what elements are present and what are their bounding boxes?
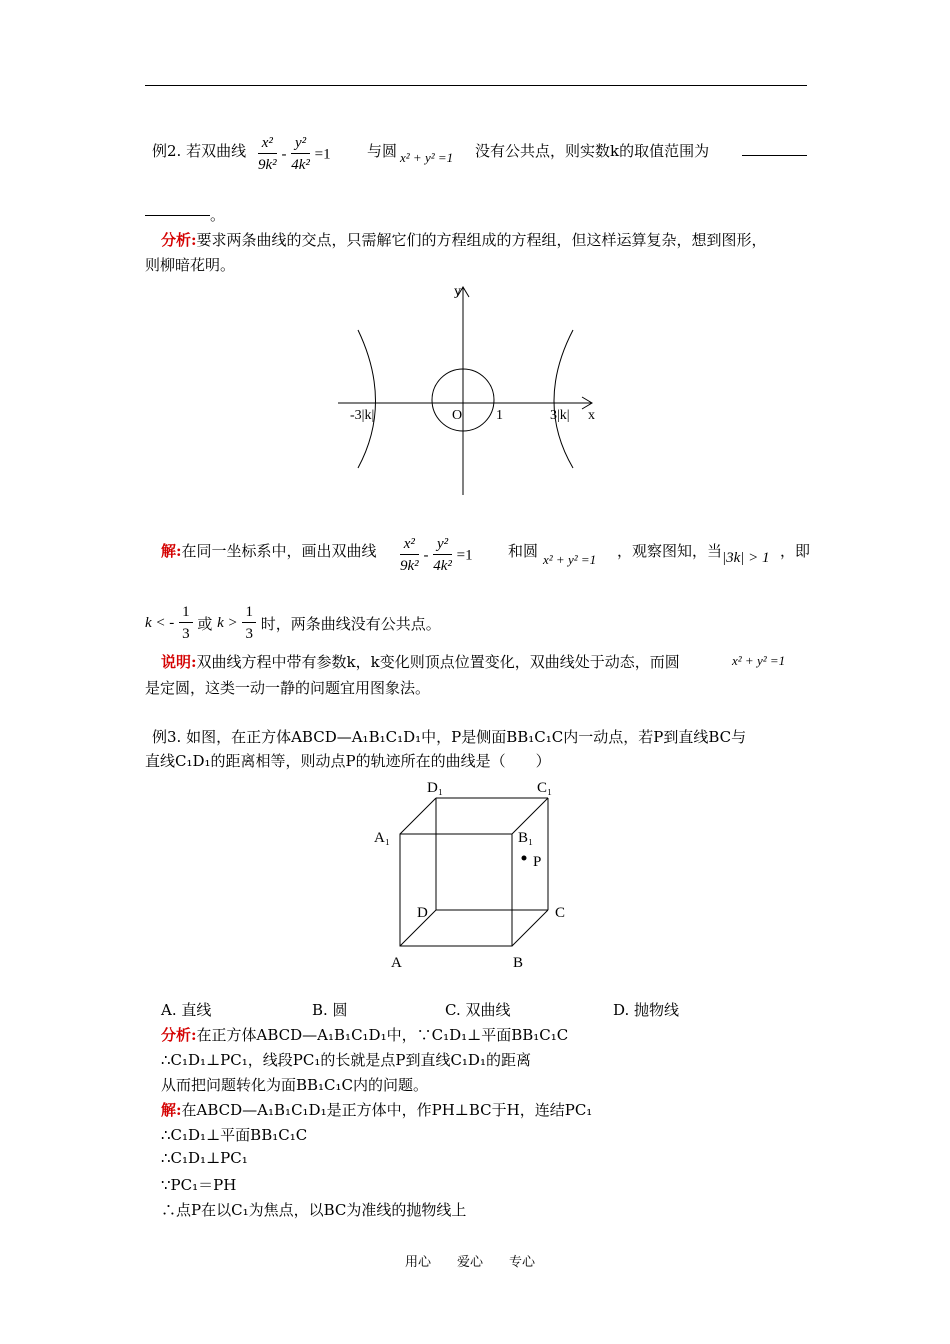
option-a: A. 直线 (161, 1001, 212, 1019)
solution-1-and-circle: 和圆 (508, 542, 539, 560)
note-line1: 说明:双曲线方程中带有参数k，k变化则顶点位置变化，双曲线处于动态，而圆 (161, 653, 680, 671)
solution-1-observe: ，观察图知，当 (617, 542, 723, 560)
example-2-label: 例2. 若双曲线 (152, 142, 247, 160)
solution-1-line1: 解:在同一坐标系中，画出双曲线 (161, 542, 377, 560)
origin-label: O (452, 408, 463, 423)
header-rule (145, 85, 807, 86)
solution-2-line5: ∴点P在以C₁为焦点，以BC为准线的抛物线上 (161, 1201, 467, 1219)
example-3-line2: 直线C₁D₁的距离相等，则动点P的轨迹所在的曲线是（ ） (145, 752, 551, 770)
hyperbola-equation: $\frac{\text{x²}}{\text{9k²}}$ - $\frac{\text{y²}}{\text{4k²}}$ =1 (258, 135, 331, 173)
pos-vertex-label: 3|k| (550, 408, 570, 423)
label-c: C (555, 905, 566, 921)
solution-2-line3: ∴C₁D₁⊥PC₁ (161, 1149, 248, 1167)
analysis-1-line1: 分析:要求两条曲线的交点，只需解它们的方程组成的方程组，但这样运算复杂，想到图形， (161, 231, 767, 249)
tick-1-label: 1 (496, 408, 503, 423)
analysis-2-line2: ∴C₁D₁⊥PC₁，线段PC₁的长就是点P到直线C₁D₁的距离 (161, 1051, 531, 1069)
label-b1: B₁ (518, 830, 534, 846)
solution-2-line2: ∴C₁D₁⊥平面BB₁C₁C (161, 1126, 308, 1144)
ex2-tail: 没有公共点，则实数k的取值范围为 (475, 142, 710, 160)
label-c1: C₁ (537, 780, 553, 796)
option-b: B. 圆 (312, 1001, 348, 1019)
circle-equation: x² + y² =1 (400, 150, 454, 165)
label-b: B (513, 955, 524, 971)
ex2-period: 。 (210, 206, 226, 224)
page-footer: 用心 爱心 专心 (405, 1255, 536, 1270)
circle-equation-2: x² + y² =1 (543, 552, 597, 567)
ex2-mid: 与圆 (367, 142, 398, 160)
example-2-statement (152, 140, 246, 161)
hyperbola-left-branch (358, 330, 376, 468)
hyperbola-equation-2: $\frac{\text{x²}}{\text{9k²}}$ - $\frac{\text{y²}}{\text{4k²}}$ =1 (400, 536, 473, 574)
option-d: D. 抛物线 (613, 1001, 680, 1019)
analysis-1-line2: 则柳暗花明。 (145, 256, 236, 274)
point-p (522, 856, 527, 861)
solution-2-line4: ∵PC₁＝PH (161, 1176, 237, 1194)
label-a: A (391, 955, 402, 971)
solution-1-ie: ，即 (780, 542, 811, 560)
solution-1-line2: k < - $\frac{1}{3}$ 或 k > $\frac{1}{3}$ 时，两条曲线没有公共点。 (145, 604, 441, 642)
example-3-line1: 例3. 如图，在正方体ABCD—A₁B₁C₁D₁中，P是侧面BB₁C₁C内一动点，若P到直线BC与 (152, 728, 747, 746)
label-p: P (533, 854, 542, 870)
hyperbola-circle-graph (330, 280, 620, 505)
note-line2: 是定圆，这类一动一静的问题宜用图象法。 (145, 679, 431, 697)
label-a1: A₁ (374, 830, 391, 846)
abs-condition: |3k| > 1 (722, 550, 770, 566)
answer-blank-2 (145, 215, 210, 216)
neg-vertex-label: -3|k| (350, 408, 375, 423)
cube-diagram (360, 775, 590, 975)
circle-equation-3: x² + y² =1 (732, 653, 786, 668)
x-label: x (588, 408, 595, 423)
analysis-2-line3: 从而把问题转化为面BB₁C₁C内的问题。 (161, 1076, 429, 1094)
label-d1: D₁ (427, 780, 444, 796)
y-label: y (454, 284, 461, 299)
answer-blank-1 (742, 155, 807, 156)
analysis-2-line1: 分析:在正方体ABCD—A₁B₁C₁D₁中，∵C₁D₁⊥平面BB₁C₁C (161, 1026, 569, 1044)
solution-2-line1: 解:在ABCD—A₁B₁C₁D₁是正方体中，作PH⊥BC于H，连结PC₁ (161, 1101, 593, 1119)
label-d: D (417, 905, 428, 921)
option-c: C. 双曲线 (445, 1001, 511, 1019)
hyperbola-right-branch (554, 330, 573, 468)
